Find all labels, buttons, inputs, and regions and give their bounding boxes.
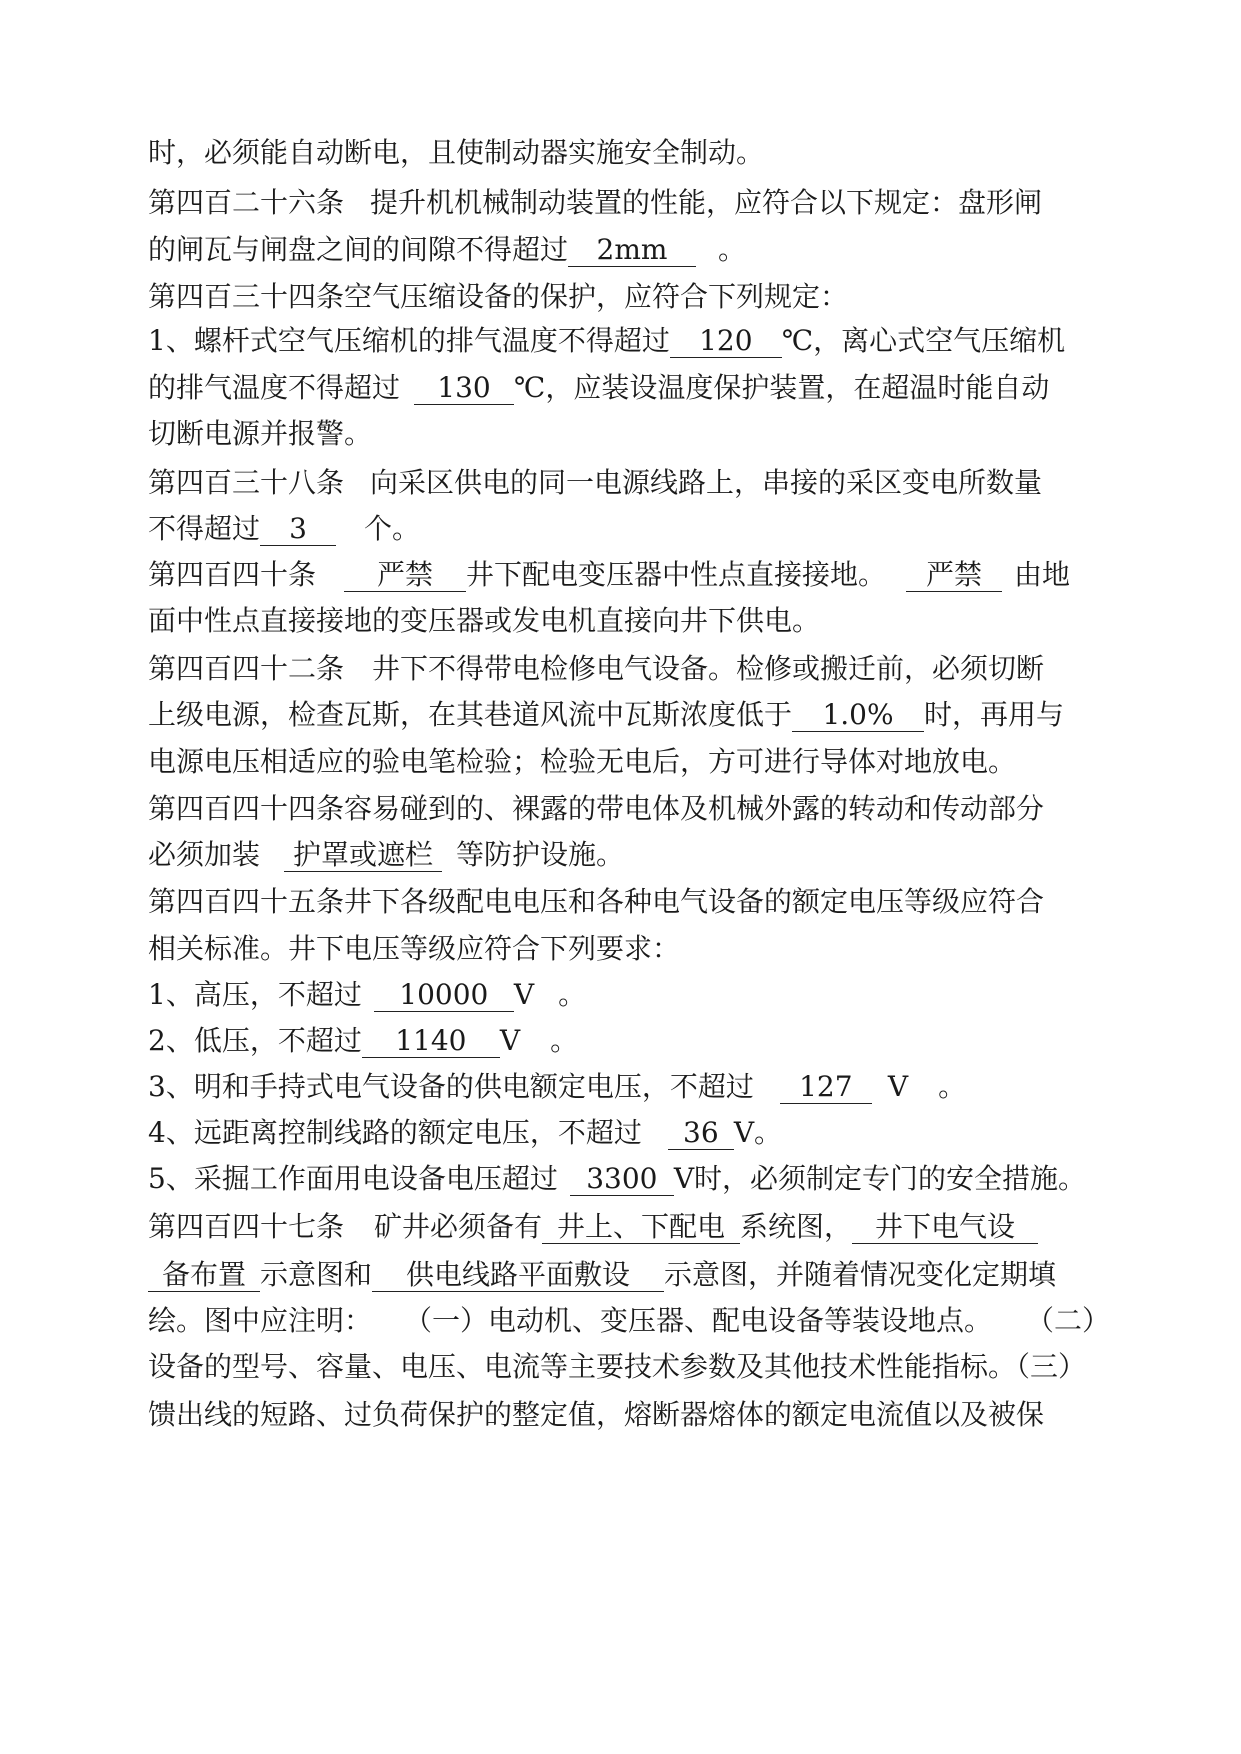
text-run: 由地 — [1014, 558, 1071, 591]
text-run: 井下配电变压器中性点直接接地。 — [466, 558, 887, 591]
text-run: 设备的型号、容量、电压、电流等主要技术参数及其他技术性能指标。（三） — [148, 1350, 1087, 1383]
text-line — [148, 324, 1065, 358]
text-run: 第四百二十六条 — [148, 186, 345, 219]
fill-in-blank-answer: 130 — [414, 373, 514, 405]
text-run: V — [499, 1024, 521, 1057]
text-run: 1、螺杆式空气压缩机的排气温度不得超过 — [148, 324, 670, 357]
text-run: 示意图，并随着情况变化定期填 — [664, 1258, 1057, 1291]
fill-in-blank-answer: 供电线路平面敷设 — [372, 1260, 664, 1292]
text-line — [148, 792, 1044, 826]
text-run: 上级电源，检查瓦斯，在其巷道风流中瓦斯浓度低于 — [148, 698, 793, 731]
text-line — [148, 512, 420, 546]
text-run: V — [513, 978, 535, 1011]
text-line — [148, 558, 1070, 592]
text-line — [148, 466, 1042, 500]
text-run: 5、采掘工作面用电设备电压超过 — [148, 1162, 558, 1195]
text-run: 第四百四十二条 — [148, 652, 345, 685]
text-run: 。 — [550, 1024, 579, 1057]
text-line — [148, 233, 746, 267]
text-run: ℃，应装设温度保护装置，在超温时能自动 — [514, 371, 1050, 404]
fill-in-blank-answer: 2mm — [568, 235, 696, 267]
fill-in-blank-answer: 120 — [670, 326, 782, 358]
fill-in-blank-answer: 10000 — [374, 980, 514, 1012]
text-run: 等防护设施。 — [456, 838, 625, 871]
text-run: 3、明和手持式电气设备的供电额定电压，不超过 — [148, 1070, 754, 1103]
text-line — [148, 1258, 1056, 1292]
text-run: 切断电源并报警。 — [148, 417, 373, 450]
text-run: 第四百三十四条空气压缩设备的保护，应符合下列规定： — [148, 280, 849, 313]
fill-in-blank-answer: 1140 — [362, 1026, 500, 1058]
text-line — [148, 1070, 966, 1104]
text-run: 。 — [558, 978, 587, 1011]
text-run: 4、远距离控制线路的额定电压，不超过 — [148, 1116, 642, 1149]
text-run: （二） — [1026, 1304, 1111, 1337]
text-run: 不得超过 — [148, 512, 261, 545]
text-run: 1、高压，不超过 — [148, 978, 362, 1011]
text-run: 向采区供电的同一电源线路上，串接的采区变电所数量 — [370, 466, 1043, 499]
text-run: 示意图和 — [260, 1258, 373, 1291]
text-run: 个。 — [364, 512, 421, 545]
text-run: 第四百四十五条井下各级配电电压和各种电气设备的额定电压等级应符合 — [148, 885, 1045, 918]
text-run: 。 — [718, 233, 747, 266]
text-line — [148, 136, 764, 170]
text-run: 时，必须能自动断电，且使制动器实施安全制动。 — [148, 136, 765, 169]
text-run: 提升机机械制动装置的性能，应符合以下规定：盘形闸 — [370, 186, 1043, 219]
text-line — [148, 1304, 1110, 1338]
text-line — [148, 1024, 578, 1058]
text-line — [148, 838, 624, 872]
text-run: 的闸瓦与闸盘之间的间隙不得超过 — [148, 233, 569, 266]
text-line — [148, 698, 1064, 732]
text-run: ℃，离心式空气压缩机 — [781, 324, 1066, 357]
text-run: 系统图， — [740, 1210, 853, 1243]
text-line — [148, 652, 1044, 686]
fill-in-blank-answer: 36 — [668, 1118, 734, 1150]
fill-in-blank-answer: 1.0% — [792, 700, 924, 732]
text-run: V — [887, 1070, 909, 1103]
text-run: 第四百三十八条 — [148, 466, 345, 499]
text-run: 馈出线的短路、过负荷保护的整定值，熔断器熔体的额定电流值以及被保 — [148, 1398, 1045, 1431]
fill-in-blank-answer: 严禁 — [344, 560, 466, 592]
fill-in-blank-answer: 井上、下配电 — [542, 1212, 740, 1244]
text-line — [148, 186, 1042, 220]
text-line — [148, 1398, 1044, 1432]
text-run: 井下不得带电检修电气设备。检修或搬迁前，必须切断 — [372, 652, 1045, 685]
text-run: 必须加装 — [148, 838, 261, 871]
text-run: 第四百四十七条 — [148, 1210, 345, 1243]
text-run: 2、低压，不超过 — [148, 1024, 362, 1057]
text-line — [148, 417, 372, 451]
text-run: 第四百四十四条容易碰到的、裸露的带电体及机械外露的转动和传动部分 — [148, 792, 1045, 825]
text-run: V时，必须制定专门的安全措施。 — [673, 1162, 1087, 1195]
fill-in-blank-answer: 备布置 — [148, 1260, 260, 1292]
fill-in-blank-answer: 护罩或遮栏 — [284, 840, 442, 872]
text-line — [148, 1116, 782, 1150]
fill-in-blank-answer: 严禁 — [906, 560, 1002, 592]
fill-in-blank-answer: 井下电气设 — [852, 1212, 1038, 1244]
text-line — [148, 1210, 1038, 1244]
text-run: （一）电动机、变压器、配电设备等装设地点。 — [404, 1304, 993, 1337]
text-line — [148, 932, 680, 966]
text-line — [148, 604, 820, 638]
text-run: 相关标准。井下电压等级应符合下列要求： — [148, 932, 681, 965]
text-run: V。 — [733, 1116, 783, 1149]
fill-in-blank-answer: 3 — [260, 514, 336, 546]
text-line — [148, 280, 848, 314]
fill-in-blank-answer: 3300 — [570, 1164, 674, 1196]
fill-in-blank-answer: 127 — [780, 1072, 872, 1104]
text-run: 矿井必须备有 — [374, 1210, 543, 1243]
text-line — [148, 1350, 1086, 1384]
text-line — [148, 745, 1016, 779]
text-run: 的排气温度不得超过 — [148, 371, 401, 404]
text-line — [148, 1162, 1086, 1196]
text-line — [148, 978, 586, 1012]
text-run: 绘。图中应注明： — [148, 1304, 373, 1337]
text-run: 第四百四十条 — [148, 558, 317, 591]
text-run: 时，再用与 — [924, 698, 1065, 731]
text-line — [148, 371, 1049, 405]
text-line — [148, 885, 1044, 919]
text-run: 面中性点直接接地的变压器或发电机直接向井下供电。 — [148, 604, 821, 637]
text-run: 电源电压相适应的验电笔检验；检验无电后，方可进行导体对地放电。 — [148, 745, 1017, 778]
text-run: 。 — [938, 1070, 967, 1103]
